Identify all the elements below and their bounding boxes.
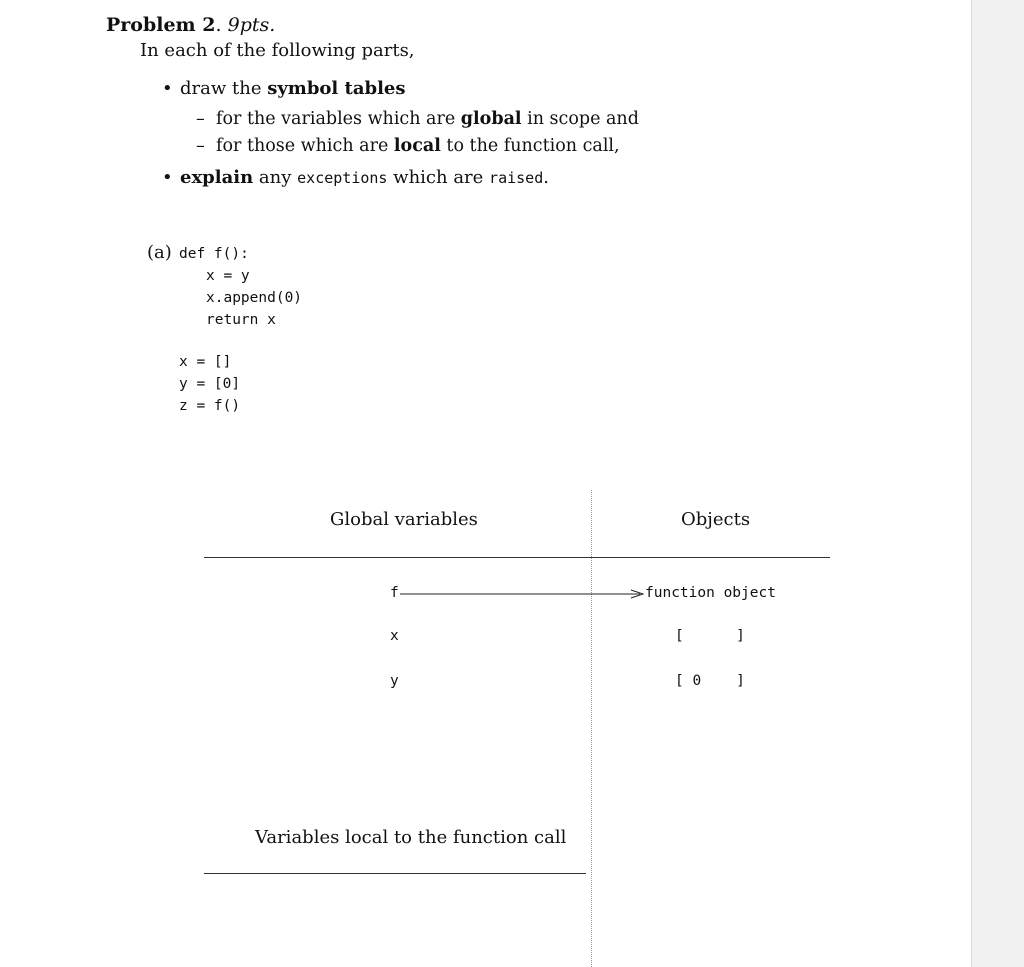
global-var-y: y — [390, 673, 399, 689]
global-var-x: x — [390, 628, 399, 644]
object-list-y: [ 0 ] — [675, 673, 745, 689]
global-variables-title: Global variables — [330, 509, 478, 530]
problem-title: Problem 2 — [106, 14, 216, 36]
sub-bullet-local: – for those which are local to the function call, — [196, 136, 620, 156]
bullet-dot-icon: • — [162, 78, 173, 99]
problem-intro: In each of the following parts, — [140, 40, 415, 61]
reference-arrow — [400, 585, 646, 605]
code-line: x.append(0) — [206, 290, 303, 306]
code-line: x = y — [206, 268, 250, 284]
code-main-block — [179, 351, 240, 417]
code-function-body — [206, 265, 302, 331]
local-variables-title: Variables local to the function call — [255, 827, 567, 848]
dash-icon: – — [196, 136, 205, 156]
part-a-label: (a) — [147, 242, 172, 263]
local-table-rule — [204, 873, 586, 874]
dash-icon: – — [196, 109, 205, 129]
code-line: x = [] — [179, 354, 232, 370]
problem-heading: Problem 2. 9pts. — [106, 14, 276, 36]
bullet-explain: • explain any exceptions which are raised. — [162, 167, 549, 188]
objects-title: Objects — [681, 509, 751, 530]
right-margin-panel — [971, 0, 1024, 967]
table-divider — [591, 490, 592, 967]
object-function: function object — [645, 585, 776, 601]
global-table-rule — [204, 557, 830, 558]
object-list-x: [ ] — [675, 628, 745, 644]
problem-points: 9pts. — [227, 14, 276, 36]
code-line: y = [0] — [179, 376, 241, 392]
sub-bullet-global: – for the variables which are global in scope and — [196, 109, 639, 129]
code-line: return x — [206, 312, 276, 328]
global-var-f: f — [390, 585, 399, 601]
bullet-dot-icon: • — [162, 167, 173, 188]
bullet-draw: • draw the symbol tables — [162, 78, 406, 99]
code-def-line: def f(): — [179, 246, 249, 262]
code-line: z = f() — [179, 398, 241, 414]
